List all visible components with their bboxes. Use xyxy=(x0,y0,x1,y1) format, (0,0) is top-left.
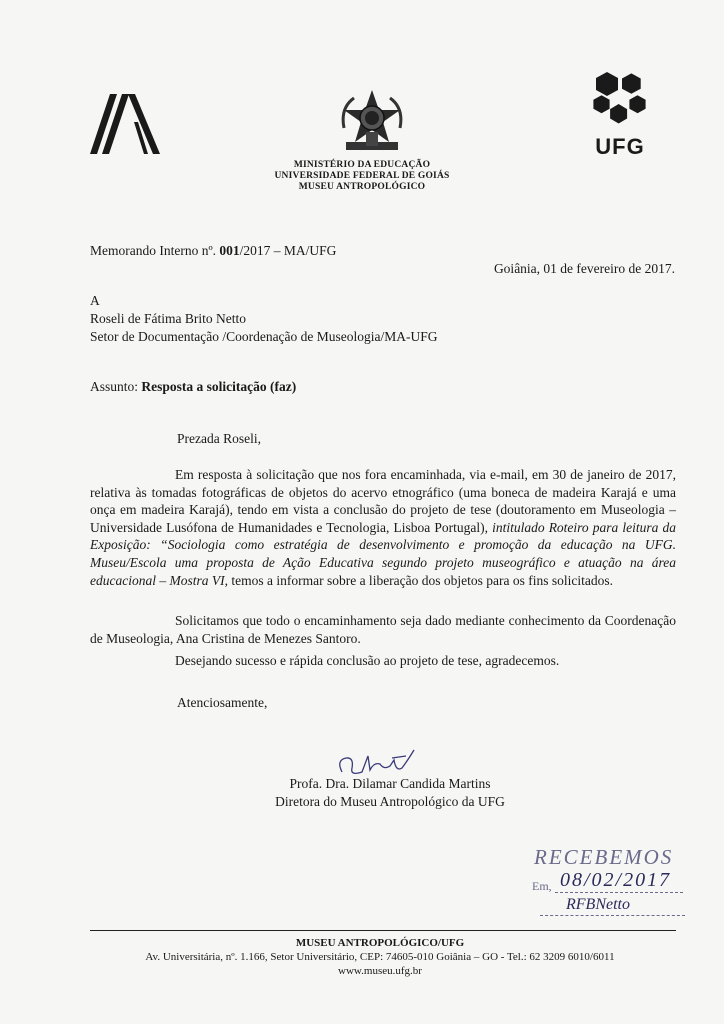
memo-date: Goiânia, 01 de fevereiro de 2017. xyxy=(493,261,675,276)
greeting: Prezada Roseli, xyxy=(177,431,261,446)
footer-address: Av. Universitária, nº. 1.166, Setor Universitário, CEP: 74605-010 Goiânia – GO - Tel.: 62 3209 6010/6011 xyxy=(145,951,615,963)
recipient-to: A xyxy=(90,293,100,308)
footer-divider xyxy=(90,930,676,931)
brazil-coat-of-arms-icon xyxy=(336,88,408,156)
ufg-logo-icon xyxy=(588,70,650,132)
received-signature-handwritten: RFBNetto xyxy=(566,896,630,913)
footer-website: www.museu.ufg.br xyxy=(338,965,422,977)
subject-line xyxy=(90,378,296,396)
received-signature-underline xyxy=(540,915,685,916)
memo-number-line xyxy=(90,242,336,260)
paragraph-1-part-1: Em resposta à solicitação que nos fora encaminhada, via e-mail, em 30 de janeiro de 2017, relativa às tomadas fotográficas de objetos do acervo etnográfico (uma boneca de madeira Karajá e uma onça em madeira Karajá), tendo em vista a conclusão do projeto de tese (doutoramento em Museologia – Universidade Lusófona de Humanidades e Tecnologia, Lisboa Portugal), xyxy=(90,467,676,535)
ministry-name: MINISTÉRIO DA EDUCAÇÃO xyxy=(293,160,431,170)
memo-prefix: Memorando Interno nº. xyxy=(90,243,220,258)
subject-label: Assunto: xyxy=(90,379,142,394)
received-date-underline xyxy=(555,892,683,893)
received-stamp-em: Em, xyxy=(532,879,552,893)
footer-name: MUSEU ANTROPOLÓGICO/UFG xyxy=(295,937,465,949)
paragraph-1 xyxy=(90,466,676,589)
received-stamp-title: RECEBEMOS xyxy=(534,845,674,869)
memo-suffix: /2017 – MA/UFG xyxy=(239,243,337,258)
paragraph-1-part-2: intitulado Roteiro para leitura da Exposição: “Sociologia como estratégia de desenvolvimento e promoção da educação na UFG. Museu/Escola uma proposta de Ação Educativa segundo projeto museográfico e atuação na área educacional – Mostra VI, xyxy=(90,519,677,588)
recipient-department: Setor de Documentação /Coordenação de Museologia/MA-UFG xyxy=(90,329,438,344)
university-name: UNIVERSIDADE FEDERAL DE GOIÁS xyxy=(274,171,450,181)
recipient-name: Roseli de Fátima Brito Netto xyxy=(90,311,246,326)
memo-number: 001 xyxy=(219,243,240,258)
paragraph-1-part-3: temos a informar sobre a liberação dos objetos para os fins solicitados. xyxy=(227,572,614,588)
subject-text: Resposta a solicitação (faz) xyxy=(141,379,297,394)
ufg-logo-text: UFG xyxy=(595,134,645,159)
ma-logo xyxy=(90,92,162,156)
signature-title: Diretora do Museu Antropológico da UFG xyxy=(275,794,505,809)
received-date-handwritten: 08/02/2017 xyxy=(560,869,672,891)
closing: Atenciosamente, xyxy=(177,695,268,710)
paragraph-3: Desejando sucesso e rápida conclusão ao projeto de tese, agradecemos. xyxy=(175,653,560,668)
signature-name: Profa. Dra. Dilamar Candida Martins xyxy=(289,776,491,791)
museum-name: MUSEU ANTROPOLÓGICO xyxy=(298,182,426,192)
paragraph-2: Solicitamos que todo o encaminhamento seja dado mediante conhecimento da Coordenação de Museologia, Ana Cristina de Menezes Santoro. xyxy=(90,613,676,646)
